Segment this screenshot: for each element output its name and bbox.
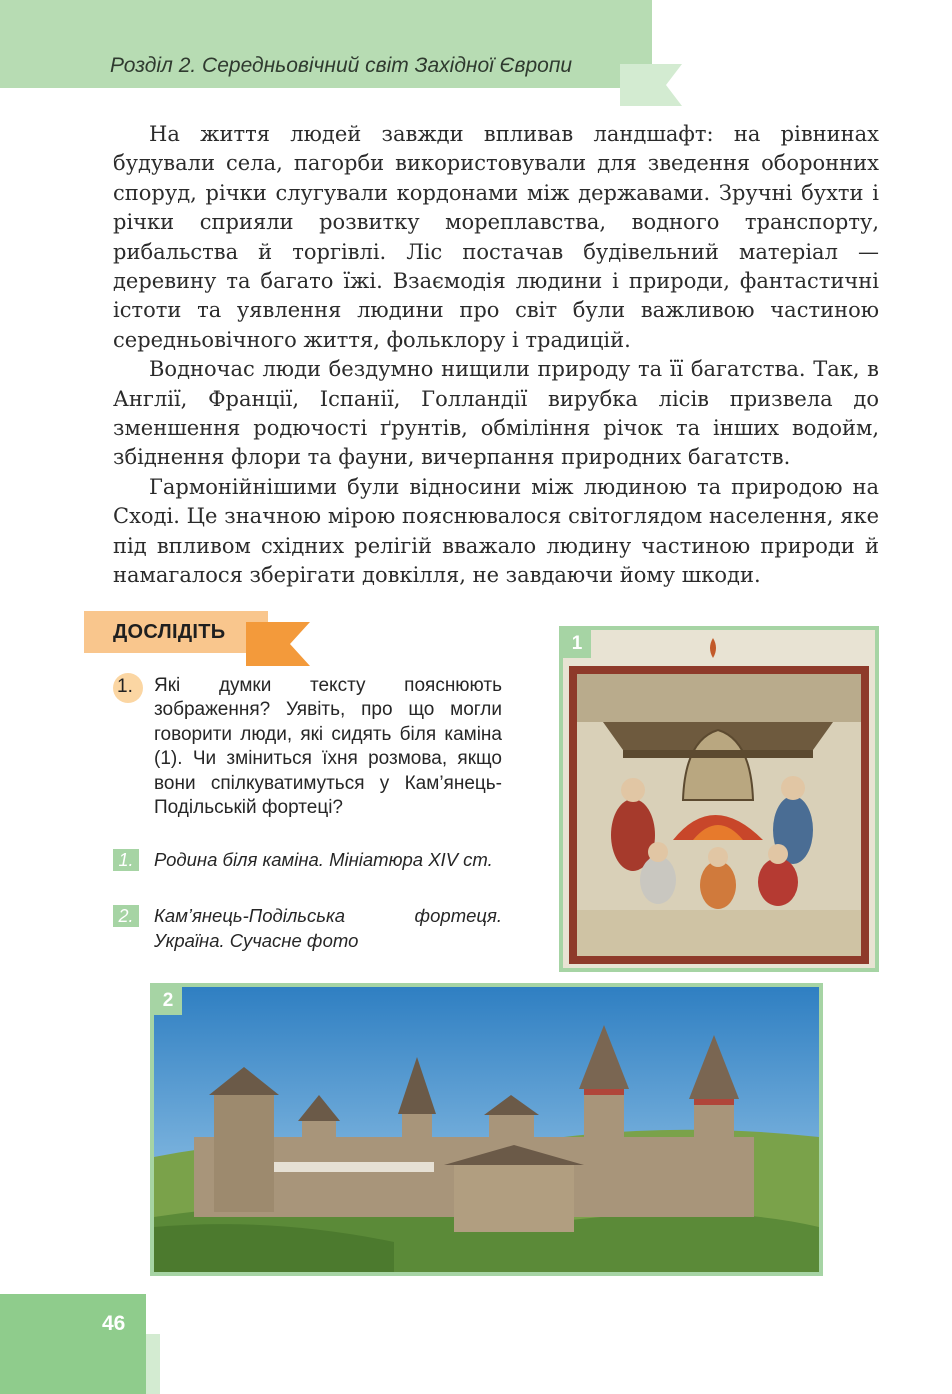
footer-band (0, 1294, 146, 1394)
question-text: Які думки тексту пояснюють зображення? Уявіть, про що могли говорити люди, які сидять біля каміна (1). Чи зміниться їхня розмова, якщо вони спілкуватимуться у Кам’янець-Подільській фортеці? (154, 675, 502, 819)
caption-number: 1. (113, 849, 139, 871)
main-text (113, 120, 879, 591)
caption-number: 2. (113, 905, 139, 927)
miniature-illustration (563, 630, 875, 968)
caption-text: Кам’янець-Подільська фортеця. Україна. Сучасне фото (154, 905, 502, 951)
research-ribbon-decoration (246, 622, 310, 666)
chapter-title: Розділ 2. Середньовічний світ Західної Європи (110, 54, 573, 77)
paragraph: Водночас люди бездумно нищили природу та її багатства. Так, в Англії, Франції, Іспанії, Голландії вирубка лісів призвела до зменшення родючості ґрунтів, обміління річок та інших водойм, збіднення флори та фауни, вичерпання природних багатств. (113, 357, 879, 470)
figure-kamianets-fortress (150, 983, 823, 1276)
fortress-photo (154, 987, 819, 1272)
question-number: 1. (117, 676, 133, 697)
figure-family-by-fireplace (559, 626, 879, 972)
header-ribbon-decoration (620, 64, 682, 106)
caption-text: Родина біля каміна. Мініатюра XIV ст. (154, 849, 493, 870)
paragraph: Гармонійнішими були відносини між людиною та природою на Сході. Це значною мірою пояснювалося світоглядом населення, яке під впливом східних релігій вважало людину частиною природи й намагалося зберігати довкілля, не завдаючи йому шкоди. (113, 474, 879, 588)
footer-strip (146, 1334, 160, 1394)
figure-number-badge: 2 (154, 987, 182, 1015)
paragraph: На життя людей завжди впливав ландшафт: на рівнинах будували села, пагорби використовували для зведення оборонних споруд, річки слугували кордонами між державами. Зручні бухти і річки сприяли розвитку мореплавства, водного транспорту, рибальства й торгівлі. Ліс постачав будівельний матеріал — деревину та багато їжі. Взаємодія людини і природи, фантастичні істоти та уявлення людини про світ були важливою частиною середньовічного життя, фольклору і традицій. (113, 122, 879, 352)
research-label: ДОСЛІДІТЬ (113, 621, 226, 643)
figure-number-badge: 1 (563, 630, 591, 658)
page-number: 46 (102, 1312, 126, 1335)
